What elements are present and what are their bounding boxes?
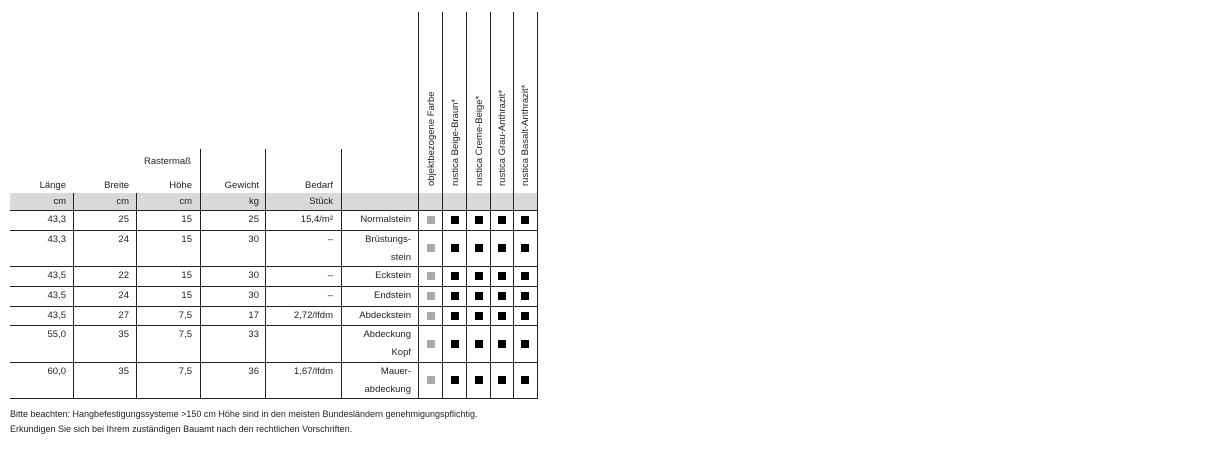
cell-laenge: 43,3 <box>47 234 66 245</box>
cell-gewicht: 17 <box>248 310 259 321</box>
cell-bedarf: 1,67/lfdm <box>293 366 333 377</box>
cell-gewicht: 36 <box>248 366 259 377</box>
object-color-marker <box>427 340 435 348</box>
cell-product-name: Abdeckung <box>363 329 411 340</box>
cell-breite: 24 <box>118 234 129 245</box>
cell-product-name: Abdeckstein <box>359 310 411 321</box>
color-available-marker <box>498 216 506 224</box>
object-color-marker <box>427 272 435 280</box>
column-divider <box>200 149 201 398</box>
color-available-marker <box>451 340 459 348</box>
cell-breite: 22 <box>118 270 129 281</box>
color-header-3: rustica Grau-Anthrazit* <box>497 89 508 186</box>
column-divider <box>418 12 419 398</box>
cell-product-name: stein <box>390 252 411 263</box>
color-available-marker <box>451 244 459 252</box>
col-gewicht: Gewicht <box>224 180 259 191</box>
row-divider <box>10 306 538 307</box>
cell-hoehe: 15 <box>181 290 192 301</box>
column-divider <box>442 12 443 398</box>
color-available-marker <box>475 272 483 280</box>
unit-laenge: cm <box>53 196 66 207</box>
object-color-marker <box>427 292 435 300</box>
cell-product-name: Normalstein <box>360 214 411 225</box>
cell-gewicht: 33 <box>248 329 259 340</box>
cell-bedarf: 2,72/lfdm <box>293 310 333 321</box>
cell-gewicht: 30 <box>248 290 259 301</box>
cell-laenge: 55,0 <box>47 329 66 340</box>
unit-gewicht: kg <box>248 196 259 207</box>
cell-hoehe: 7,5 <box>178 366 192 377</box>
col-breite: Breite <box>104 180 129 191</box>
cell-bedarf: – <box>327 270 333 281</box>
color-available-marker <box>498 272 506 280</box>
color-available-marker <box>451 272 459 280</box>
color-available-marker <box>521 312 529 320</box>
color-available-marker <box>451 216 459 224</box>
color-available-marker <box>521 292 529 300</box>
row-divider <box>10 362 538 363</box>
color-available-marker <box>521 272 529 280</box>
object-color-marker <box>427 244 435 252</box>
cell-hoehe: 15 <box>181 214 192 225</box>
color-header-4: rustica Basalt-Anthrazit* <box>520 84 531 186</box>
color-available-marker <box>475 376 483 384</box>
cell-product-name: Mauer- <box>380 366 411 377</box>
cell-laenge: 60,0 <box>47 366 66 377</box>
color-header-0: objektbezogene Farbe <box>426 91 437 186</box>
cell-breite: 35 <box>118 366 129 377</box>
unit-hoehe: cm <box>179 196 192 207</box>
column-divider <box>490 12 491 398</box>
column-divider <box>136 193 137 398</box>
color-available-marker <box>475 340 483 348</box>
cell-breite: 27 <box>118 310 129 321</box>
cell-hoehe: 7,5 <box>178 329 192 340</box>
color-header-1: rustica Beige-Braun* <box>450 98 461 186</box>
color-available-marker <box>498 376 506 384</box>
color-available-marker <box>498 340 506 348</box>
unit-bedarf: Stück <box>309 196 333 207</box>
col-laenge: Länge <box>39 180 66 191</box>
object-color-marker <box>427 376 435 384</box>
row-divider <box>10 266 538 267</box>
cell-product-name: Endstein <box>374 290 411 301</box>
column-divider <box>265 149 266 398</box>
color-available-marker <box>475 292 483 300</box>
cell-product-name: Brüstungs- <box>365 234 411 245</box>
cell-hoehe: 15 <box>181 270 192 281</box>
color-available-marker <box>451 376 459 384</box>
rastermass-label: Rastermaß <box>144 156 191 167</box>
cell-bedarf: – <box>327 234 333 245</box>
color-header-2: rustica Creme-Beige* <box>474 95 485 186</box>
row-divider <box>10 398 538 399</box>
color-available-marker <box>521 376 529 384</box>
column-divider <box>341 149 342 398</box>
note-line-1: Bitte beachten: Hangbefestigungssysteme >150 cm Höhe sind in den meisten Bundesländern genehmigungspflichtig. <box>10 409 478 419</box>
color-available-marker <box>498 312 506 320</box>
cell-breite: 25 <box>118 214 129 225</box>
cell-gewicht: 30 <box>248 234 259 245</box>
cell-gewicht: 30 <box>248 270 259 281</box>
column-divider <box>466 12 467 398</box>
cell-product-name: Eckstein <box>375 270 411 281</box>
color-available-marker <box>475 244 483 252</box>
row-divider <box>10 286 538 287</box>
color-available-marker <box>521 340 529 348</box>
color-available-marker <box>521 244 529 252</box>
color-available-marker <box>498 292 506 300</box>
object-color-marker <box>427 312 435 320</box>
color-available-marker <box>498 244 506 252</box>
cell-laenge: 43,3 <box>47 214 66 225</box>
cell-hoehe: 7,5 <box>178 310 192 321</box>
product-table <box>10 0 540 400</box>
column-divider <box>73 193 74 398</box>
unit-breite: cm <box>116 196 129 207</box>
row-divider <box>10 325 538 326</box>
color-available-marker <box>475 312 483 320</box>
color-available-marker <box>451 312 459 320</box>
col-bedarf: Bedarf <box>305 180 333 191</box>
color-available-marker <box>521 216 529 224</box>
col-hoehe: Höhe <box>169 180 192 191</box>
cell-hoehe: 15 <box>181 234 192 245</box>
cell-bedarf: 15,4/m² <box>300 214 333 225</box>
cell-laenge: 43,5 <box>47 310 66 321</box>
cell-bedarf: – <box>327 290 333 301</box>
cell-breite: 35 <box>118 329 129 340</box>
cell-laenge: 43,5 <box>47 290 66 301</box>
cell-gewicht: 25 <box>248 214 259 225</box>
cell-laenge: 43,5 <box>47 270 66 281</box>
color-available-marker <box>451 292 459 300</box>
cell-product-name: abdeckung <box>364 384 411 395</box>
cell-product-name: Kopf <box>391 347 411 358</box>
row-divider <box>10 230 538 231</box>
cell-breite: 24 <box>118 290 129 301</box>
column-divider <box>513 12 514 398</box>
object-color-marker <box>427 216 435 224</box>
note-line-2: Erkundigen Sie sich bei Ihrem zuständigen Bauamt nach den rechtlichen Vorschriften. <box>10 424 353 434</box>
column-divider <box>537 12 538 398</box>
color-available-marker <box>475 216 483 224</box>
header-divider <box>10 210 538 211</box>
